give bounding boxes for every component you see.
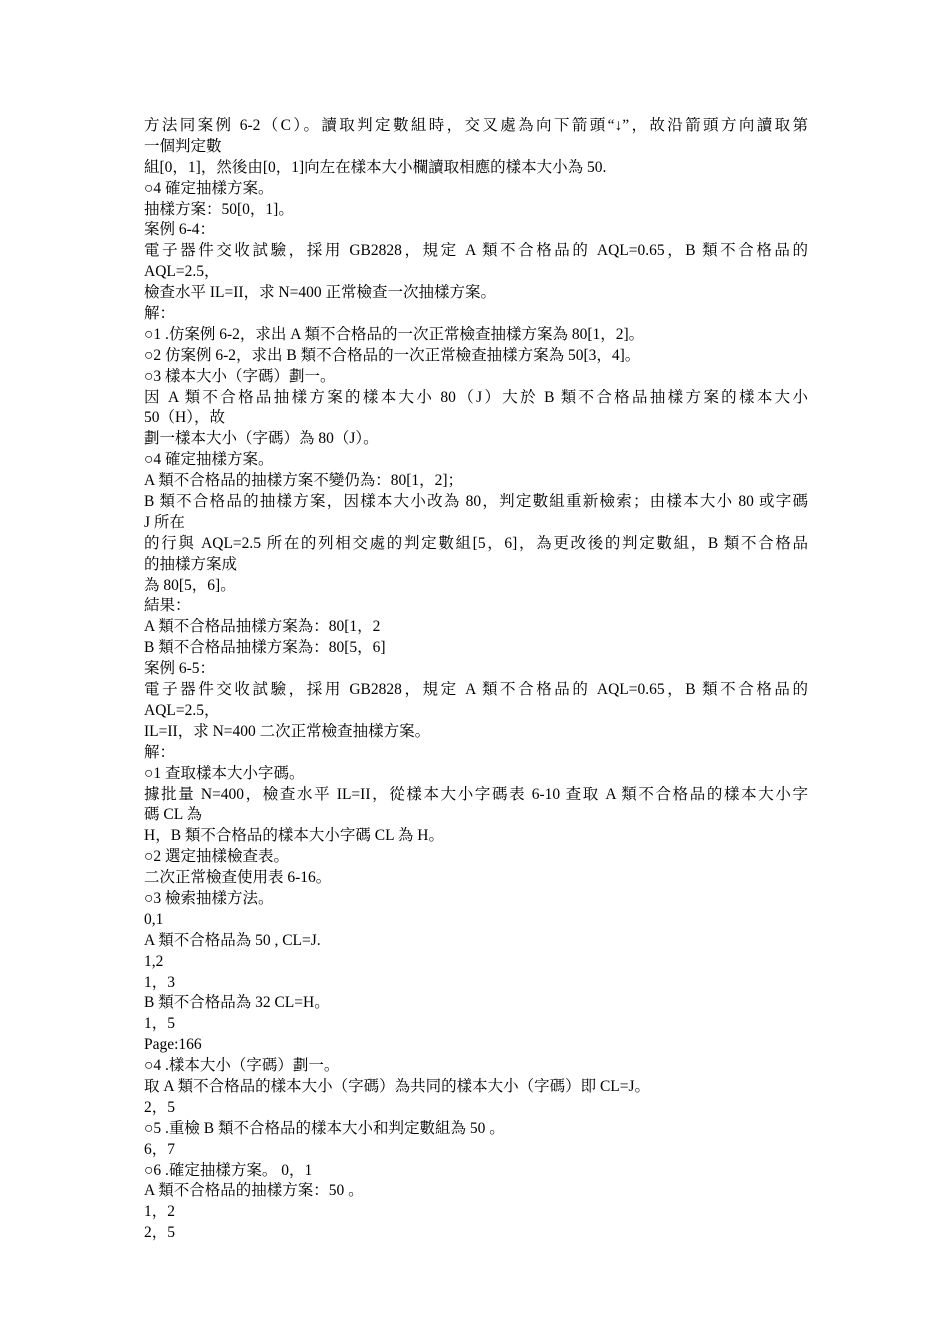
document-page: [144, 116, 808, 1244]
text-line: 案例 6-4：: [144, 221, 216, 239]
text-line: 組[0，1]，然後由[0，1]向左在樣本大小欄讀取相應的樣本大小為 50.: [144, 158, 607, 176]
text-line: ○2 選定抽樣檢查表。: [144, 848, 289, 866]
text-line: ○1 查取樣本大小字碼。: [144, 764, 305, 782]
text-line: AQL=2.5，: [144, 263, 220, 281]
text-line: 6，7: [144, 1140, 176, 1158]
text-line: ○4 確定抽樣方案。: [144, 451, 274, 469]
text-line: 取 A 類不合格品的樣本大小（字碼）為共同的樣本大小（字碼）即 CL=J。: [144, 1077, 651, 1095]
text-line: B 類不合格品的抽樣方案，因樣本大小改為 80，判定數組重新檢索；由樣本大小 80 或字碼: [144, 493, 808, 511]
text-line: 0,1: [144, 910, 164, 928]
text-line: AQL=2.5，: [144, 701, 220, 719]
text-line: ○5 .重檢 B 類不合格品的樣本大小和判定數組為 50 。: [144, 1119, 505, 1137]
text-line: 方法同案例 6-2（C）。讀取判定數組時，交叉處為向下箭頭“↓”，故沿箭頭方向讀取第: [144, 117, 808, 134]
text-line: 案例 6-5：: [144, 660, 216, 678]
text-line: 為 80[5，6]。: [144, 576, 236, 594]
text-line: 的抽樣方案成: [144, 555, 238, 573]
text-line: 結果：: [144, 597, 191, 615]
text-line: J 所在: [144, 513, 185, 531]
text-line: ○6 .確定抽樣方案。 0，1: [144, 1161, 313, 1179]
text-line: Page:166: [144, 1036, 202, 1054]
text-line: ○3 檢索抽樣方法。: [144, 889, 274, 907]
text-line: 抽樣方案：50[0，1]。: [144, 200, 294, 218]
text-line: H，B 類不合格品的樣本大小字碼 CL 為 H。: [144, 827, 444, 845]
text-line: ○4 .樣本大小（字碼）劃一。: [144, 1057, 340, 1075]
text-line: 1,2: [144, 952, 164, 970]
text-line: 二次正常檢查使用表 6-16。: [144, 869, 332, 887]
text-line: A 類不合格品的抽樣方案：50 。: [144, 1182, 364, 1200]
text-line: 電子器件交收試驗，採用 GB2828，規定 A 類不合格品的 AQL=0.65，B 類不合格品的: [144, 242, 808, 260]
text-line: IL=II，求 N=400 二次正常檢查抽樣方案。: [144, 722, 431, 740]
text-line: ○4 確定抽樣方案。: [144, 179, 274, 197]
text-line: 的行與 AQL=2.5 所在的列相交處的判定數組[5，6]，為更改後的判定數組，B 類不合格品: [144, 534, 808, 552]
text-line: A 類不合格品為 50 , CL=J.: [144, 931, 321, 949]
text-line: 劃一樣本大小（字碼）為 80（J）。: [144, 430, 379, 448]
text-line: 據批量 N=400，檢查水平 IL=II，從樣本大小字碼表 6-10 查取 A 類不合格品的樣本大小字: [144, 785, 808, 803]
text-line: 檢查水平 IL=II，求 N=400 正常檢查一次抽樣方案。: [144, 284, 497, 302]
text-line: 電子器件交收試驗，採用 GB2828，規定 A 類不合格品的 AQL=0.65，B 類不合格品的: [144, 681, 808, 699]
text-line: B 類不合格品為 32 CL=H。: [144, 994, 330, 1012]
text-line: 1，5: [144, 1015, 176, 1033]
text-line: 因 A 類不合格品抽樣方案的樣本大小 80（J）大於 B 類不合格品抽樣方案的樣本大小: [144, 388, 808, 406]
text-line: ○3 樣本大小（字碼）劃一。: [144, 367, 336, 385]
text-line: 2，5: [144, 1098, 176, 1116]
text-line: 2，5: [144, 1224, 176, 1242]
text-line: 解：: [144, 305, 176, 323]
text-line: A 類不合格品抽樣方案為：80[1，2: [144, 618, 381, 636]
text-line: B 類不合格品抽樣方案為：80[5，6]: [144, 639, 386, 657]
text-line: 碼 CL 為: [144, 806, 202, 824]
text-line: A 類不合格品的抽樣方案不變仍為：80[1，2]；: [144, 472, 464, 490]
text-line: 1，3: [144, 973, 176, 991]
text-line: 一個判定數: [144, 137, 222, 155]
text-line: 50（H），故: [144, 409, 225, 427]
text-line: 解：: [144, 743, 176, 761]
text-line: 1，2: [144, 1203, 176, 1221]
text-line: ○1 .仿案例 6-2，求出 A 類不合格品的一次正常檢查抽樣方案為 80[1，2]。: [144, 325, 645, 343]
text-line: ○2 仿案例 6-2，求出 B 類不合格品的一次正常檢查抽樣方案為 50[3，4]。: [144, 346, 641, 364]
